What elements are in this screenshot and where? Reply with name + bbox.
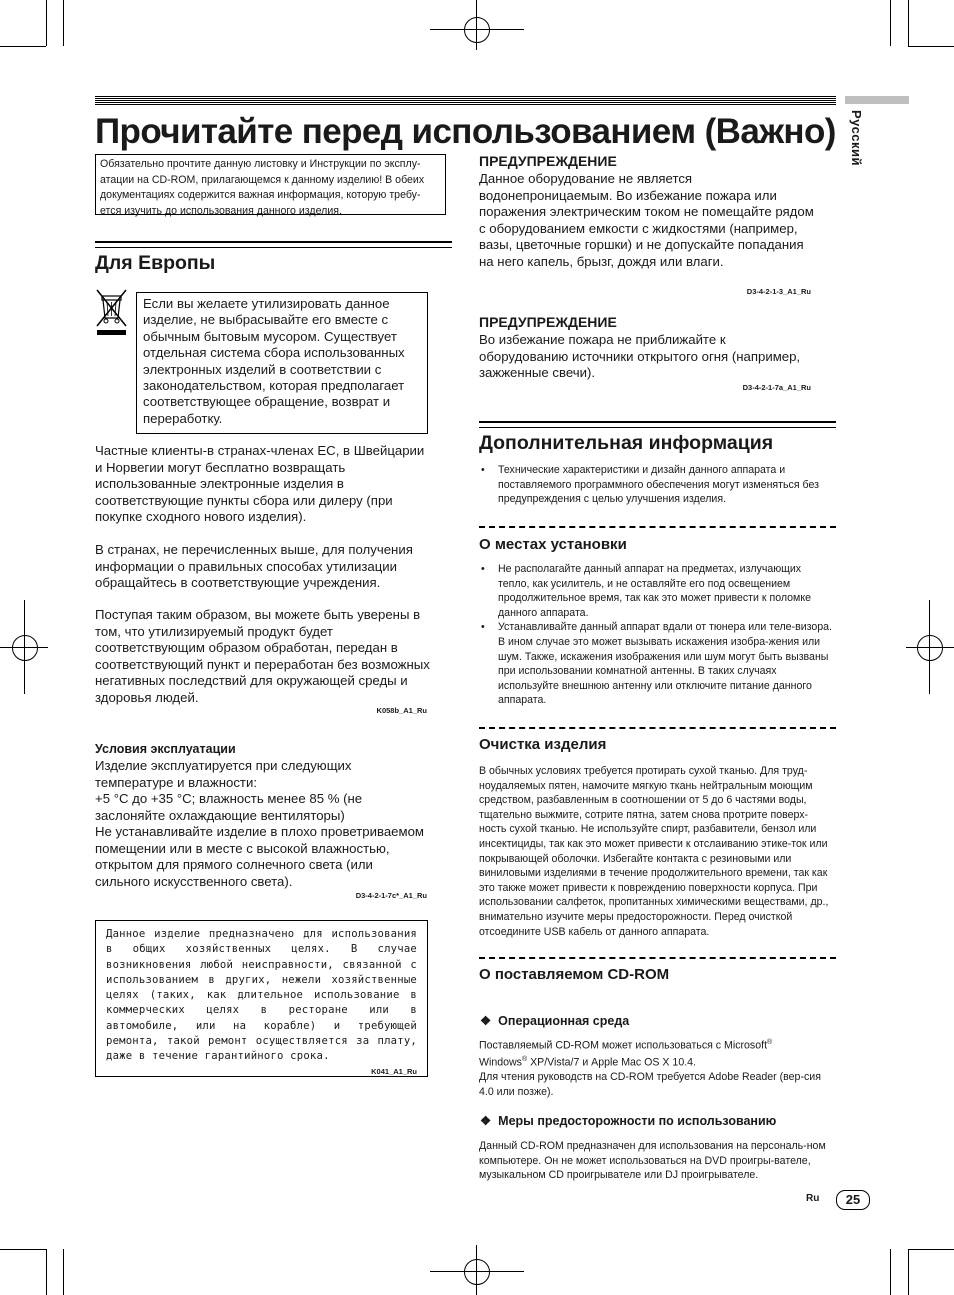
page-title: Прочитайте перед использованием (Важно): [95, 112, 836, 151]
conditions-heading: Условия эксплуатации: [95, 742, 236, 756]
doc-code: D3-4-2-1-7a_A1_Ru: [742, 383, 811, 392]
additional-list: [479, 463, 831, 507]
warranty-box: [95, 920, 428, 1077]
os-heading: [480, 1013, 629, 1028]
doc-code: K058b_A1_Ru: [376, 706, 427, 715]
warning-text: Данное оборудование не является водонепроницаемым. Во избежание пожара или поражения электрическим током не помещайте рядом с оборудованием емкости с жидкостями (например, вазы, цветочные горшки) и не допускайте попадания на него капель, брызг, дождя или влаги.: [479, 171, 814, 269]
title-rule: [95, 96, 836, 106]
dashed-rule: [479, 957, 836, 959]
intro-box: Обязательно прочтите данную листовку и Инструкции по эксплу-атации на CD-ROM, прилагающемся к данному изделию! В обеих документациях содержится важная информация, которую требу-ется изучить до использования данного изделия.: [95, 154, 446, 215]
language-label: Русский: [849, 110, 864, 167]
os-line: XP/Vista/7 и Apple Mac OS X 10.4.: [527, 1056, 696, 1069]
cleaning-text: В обычных условиях требуется протирать сухой тканью. Для труд-ноудаляемых пятен, намочите мягкую ткань нейтральным моющим средством, разбавленным в соотношении от 5 до 6 частями воды, тщательно выжмите, сотрите пятна, затем снова протрите поверх-ность сухой тканью. Не используйте спирт, разбавители, бензол или инсектициды, так как это может привести к отслаиванию этике-ток или покрывающей оболочки. Избегайте контакта с резиновыми или виниловыми изделиями в течение продолжительного времени, так как это также может привести к повреждению поверхности корпуса. При использовании салфеток, пропитанных химическими веществами, др., внимательно изучите меры предосторожности. Перед очисткой отсоедините USB кабель от данного аппарата.: [479, 765, 829, 938]
list-item: • Технические характеристики и дизайн данного аппарата и поставляемого программного обеспечения могут изменяться без предупреждения с целью улучшения изделия.: [479, 463, 831, 507]
reg-mark: ®: [521, 1056, 528, 1064]
doc-code: D3-4-2-1-7c*_A1_Ru: [355, 891, 427, 900]
warning-heading: ПРЕДУПРЕЖДЕНИЕ: [479, 153, 617, 169]
doc-code: K041_A1_Ru: [371, 1066, 417, 1076]
dashed-rule: [479, 727, 836, 729]
page-number: 25: [836, 1190, 870, 1210]
europe-para-1: Частные клиенты-в странах-членах ЕС, в Швейцарии и Норвегии могут бесплатно возвращать использованные электронные изделия в соответствующие пункты сбора или дилеру (при покупке сходного нового изделия).: [95, 443, 425, 525]
warning-heading: ПРЕДУПРЕЖДЕНИЕ: [479, 314, 617, 330]
section-rule: [479, 421, 836, 428]
conditions-range: +5 °C до +35 °C; влажность менее 85 % (не заслоняйте охлаждающие вентиляторы): [95, 791, 363, 823]
crossed-bin-icon: [95, 288, 128, 336]
language-tab: [845, 96, 909, 104]
os-line: Поставляемый CD-ROM может использоваться с Microsoft: [479, 1039, 768, 1052]
dashed-rule: [479, 526, 836, 528]
conditions-text: Изделие эксплуатируется при следующих температуре и влажности:: [95, 758, 352, 790]
precautions-heading-text: Меры предосторожности по использованию: [498, 1114, 777, 1128]
warning-text: Во избежание пожара не приближайте к оборудованию источники открытого огня (например, зажженные свечи).: [479, 332, 801, 381]
os-text: [479, 1036, 835, 1099]
europe-para-3: Поступая таким образом, вы можете быть уверены в том, что утилизируемый продукт будет соответствующим образом обработан, передан в соответствующий пункт и переработан без возможных негативных последствий для окружающей среды и здоровья людей.: [95, 607, 430, 705]
additional-heading: Дополнительная информация: [479, 432, 774, 454]
conditions-text-2: Не устанавливайте изделие в плохо проветриваемом помещении или в месте с высокой влажностью, открытом для прямого солнечного света (или сильного искусственного света).: [95, 824, 424, 889]
list-item: • Не располагайте данный аппарат на предметах, излучающих тепло, как усилитель, и не оставляйте его под освещением продолжительное время, так как это может привести к поломке данного аппарата.: [479, 562, 835, 620]
install-heading: О местах установки: [479, 536, 627, 553]
os-line: Windows: [479, 1056, 522, 1069]
section-rule: [95, 241, 452, 248]
cdrom-heading: О поставляемом CD-ROM: [479, 966, 670, 983]
list-item: • Устанавливайте данный аппарат вдали от тюнера или теле-визора. В ином случае это может вызывать искажения изобра-жения или шум. Также, искажения изображения или шум могут быть вызваны при использовании комнатной антенны. В таких случаях используйте внешнюю антенну или отключите питание данного аппарата.: [479, 620, 835, 708]
footer-lang: Ru: [806, 1193, 820, 1204]
os-heading-text: Операционная среда: [498, 1014, 630, 1028]
diamond-icon: ❖: [480, 1014, 492, 1028]
precautions-text: Данный CD-ROM предназначен для использования на персональ-ном компьютере. Он не может использоваться на DVD проигры-вателе, музыкальном CD проигрывателе или DJ проигрывателе.: [479, 1140, 826, 1182]
disposal-box: Если вы желаете утилизировать данное изделие, не выбрасывайте его вместе с обычным бытовым мусором. Существует отдельная система сбора использованных электронных изделий в соответствии с законодательством, которая предполагает соответствующее обращение, возврат и переработку.: [136, 292, 428, 434]
precautions-heading: [480, 1113, 776, 1128]
europe-heading: Для Европы: [95, 252, 216, 274]
os-line: Для чтения руководств на CD-ROM требуется Adobe Reader (вер-сия 4.0 или позже).: [479, 1071, 821, 1098]
install-list: [479, 562, 835, 708]
diamond-icon: ❖: [480, 1114, 492, 1128]
reg-mark: ®: [767, 1039, 773, 1046]
warranty-text: Данное изделие предназначено для использования в общих хозяйственных целях. В случае возникновения любой неисправности, связанной с использованием в других, нежели хозяйственные целях (таких, как длительное использование в коммерческих целях в ресторане или в автомобиле, или на корабле) и требующей ремонта, такой ремонт осуществляется за плату, даже в течение гарантийного срока.: [106, 928, 417, 1063]
doc-code: D3-4-2-1-3_A1_Ru: [746, 287, 811, 296]
europe-para-2: В странах, не перечисленных выше, для получения информации о правильных способах утилизации обращайтесь в соответствующие учреждения.: [95, 542, 413, 591]
cleaning-heading: Очистка изделия: [479, 736, 607, 753]
